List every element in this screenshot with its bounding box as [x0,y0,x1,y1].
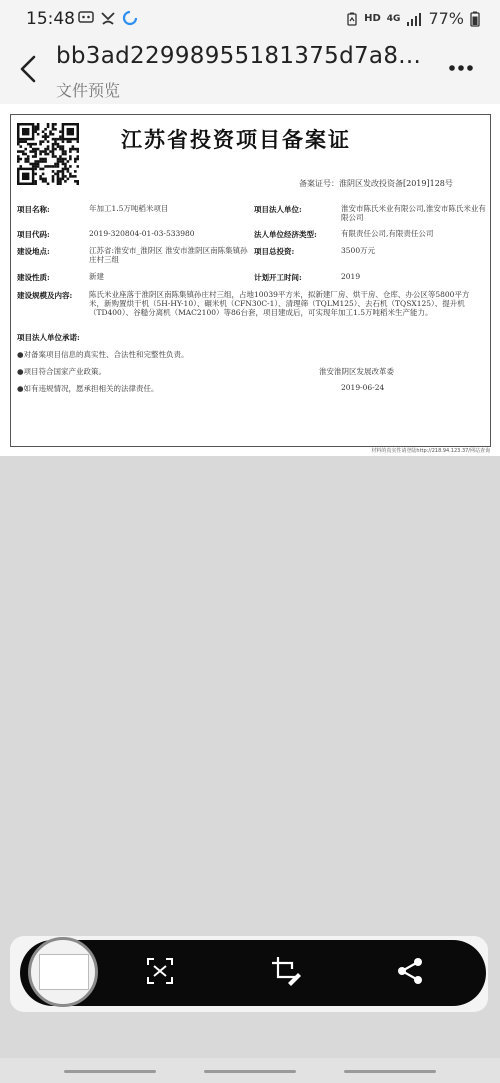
commitment-3: ●如有违规情况，愿承担相关的法律责任。 [17,384,159,393]
start-time-value: 2019 [341,272,361,281]
status-time: 15:48 [26,9,75,29]
commitment-1: ●对备案项目信息的真实性、合法性和完整性负责。 [17,350,189,359]
signal-icon [406,12,422,26]
start-time-label: 计划开工时间: [254,273,302,282]
document-viewer[interactable] [0,104,500,456]
qr-code-image [17,123,79,185]
issuer: 淮安淮阴区发展改革委 [319,367,394,376]
file-title: bb3ad22998955181375d7a8... [56,43,422,69]
hd-label: HD [364,13,381,24]
record-number: 备案证号：淮阴区发改投资备[2019]128号 [299,179,453,188]
more-options-icon[interactable] [448,64,474,72]
econ-type-label: 法人单位经济类型: [254,230,317,239]
econ-type-value: 有限责任公司,有限责任公司 [341,229,434,238]
certificate-title: 江苏省投资项目备案证 [121,127,351,152]
crop-edit-icon[interactable] [270,955,302,987]
certificate-page [10,114,491,447]
commitment-label: 项目法人单位承诺: [17,333,80,342]
sync-icon [122,10,138,26]
share-icon[interactable] [394,955,426,987]
commitment-2: ●项目符合国家产业政策。 [17,367,107,376]
status-right-icons [346,9,480,28]
toolbar-pill [20,940,486,1006]
nature-value: 新建 [89,272,104,281]
navigation-bar [0,1058,500,1083]
project-name-label: 项目名称: [17,205,50,214]
project-code-value: 2019-320804-01-03-533980 [89,229,195,238]
messenger-icon [78,11,94,25]
thumbnail-page [39,954,89,990]
nav-back-gesture[interactable] [64,1070,156,1073]
scale-label: 建设规模及内容: [17,291,73,300]
scale-value: 陈氏米业座落于淮阴区南陈集镇孙庄村三组，占地10039平方米，拟新建厂房、烘干房、仓库、办公区等5800平方米，新购置烘干机（5H-HY-10）、碾米机（CFN30C-1）、清理筛（TQLM125）、去石机（TQSX125）、提升机（TD400）、谷糙分离机（MAC2100）等86台套，项目建成后，可实现年加工1.5万吨稻米生产能力。 [89,290,470,317]
missed-call-icon [100,10,116,26]
nature-label: 建设性质: [17,273,50,282]
status-bar [0,0,500,38]
document-thumbnail[interactable] [28,937,98,1007]
project-name-value: 年加工1.5万吨稻米项目 [89,204,169,213]
legal-unit-value: 淮安市陈氏米业有限公司,淮安市陈氏米业有限公司 [341,204,486,222]
bottom-toolbar [10,936,488,1012]
battery-icon [470,11,480,27]
investment-label: 项目总投资: [254,247,295,256]
battery-level: 77% [428,9,464,28]
status-notification-icons [78,10,138,26]
back-arrow-icon[interactable] [18,54,40,84]
battery-saver-icon [346,12,358,26]
legal-unit-label: 项目法人单位: [254,205,302,214]
app-bar [0,38,500,104]
file-subtitle: 文件预览 [56,81,121,100]
issue-date: 2019-06-24 [341,383,385,392]
network-type-label: 4G [386,13,401,24]
nav-recents-gesture[interactable] [344,1070,436,1073]
investment-value: 3500万元 [341,246,376,255]
verification-link: 材料的真实性请登陆http://218.94.123.37/网站查询 [371,448,490,454]
scan-icon[interactable] [144,955,176,987]
location-value: 江苏省:淮安市_淮阴区 淮安市淮阴区南陈集镇孙庄村三组 [89,246,248,264]
nav-home-gesture[interactable] [204,1070,296,1073]
project-code-label: 项目代码: [17,230,50,239]
location-label: 建设地点: [17,247,50,256]
